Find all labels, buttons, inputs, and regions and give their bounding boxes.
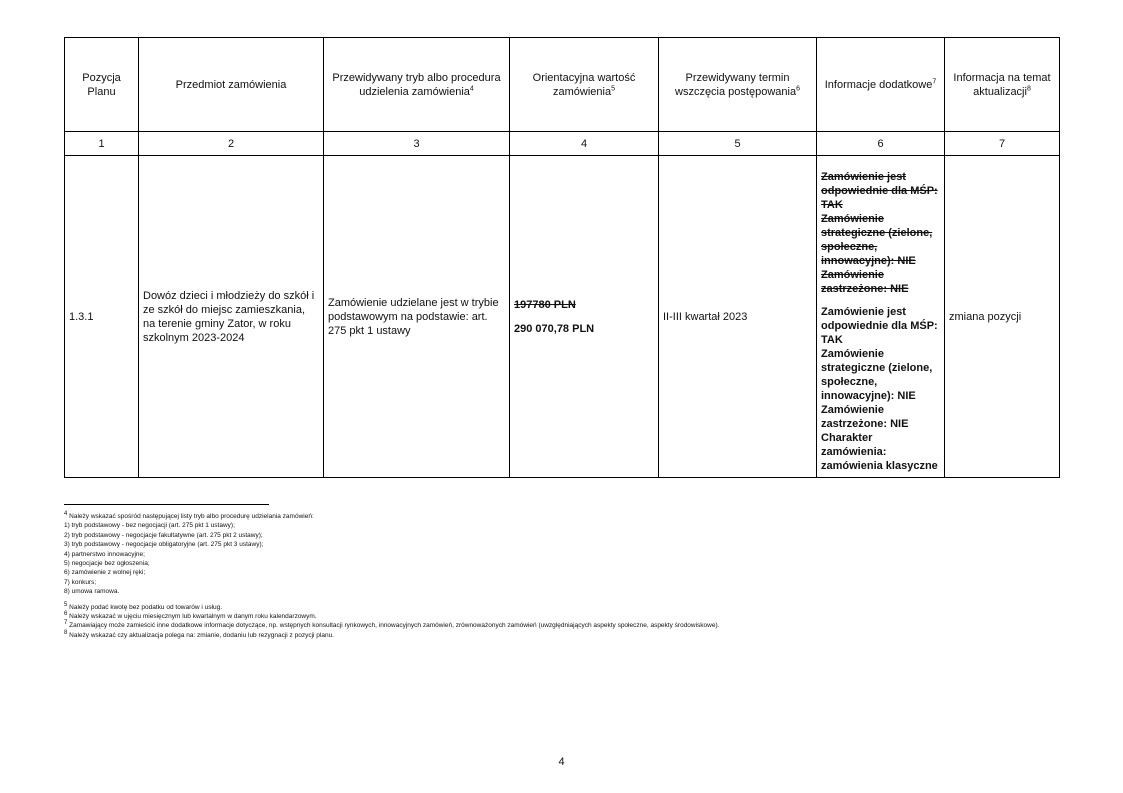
column-number: 7 bbox=[945, 132, 1060, 156]
info-new-line: Charakter zamówienia: zamówienia klasyczne bbox=[821, 432, 938, 472]
table-row bbox=[65, 156, 1060, 478]
info-new bbox=[821, 305, 940, 473]
list-item: 8) umowa ramowa. bbox=[64, 588, 120, 596]
list-item: 6) zamówienie z wolnej ręki; bbox=[64, 569, 146, 577]
header-additional-info: Informacje dodatkowe$^7$ bbox=[817, 38, 945, 132]
list-item: 5) negocjacje bez ogłoszenia; bbox=[64, 560, 150, 568]
column-number: 4 bbox=[510, 132, 659, 156]
footnote-separator bbox=[64, 504, 269, 505]
value-new: 290 070,78 PLN bbox=[514, 322, 595, 335]
info-new-line: Zamówienie zastrzeżone: NIE bbox=[821, 404, 909, 430]
table-header-row bbox=[65, 38, 1060, 132]
info-old-line: Zamówienie jest odpowiednie dla MŚP: TAK bbox=[821, 171, 938, 211]
cell-term: II-III kwartał 2023 bbox=[659, 156, 817, 478]
cell-subject: Dowóz dzieci i młodzieży do szkół i ze szkół do miejsc zamieszkania, na terenie gminy Zator, w roku szkolnym 2023-2024 bbox=[139, 156, 324, 478]
column-number-row bbox=[65, 132, 1060, 156]
header-position: Pozycja Planu bbox=[65, 38, 139, 132]
footnote-5: $^5$ Należy podać kwotę bez podatku od towarów i usług. bbox=[64, 601, 222, 611]
info-old-line: Zamówienie strategiczne (zielone, społeczne, innowacyjne): NIE bbox=[821, 213, 933, 267]
header-procedure: Przewidywany tryb albo procedura udzielenia zamówienia$^4$ bbox=[324, 38, 510, 132]
list-item: 7) konkurs; bbox=[64, 578, 97, 586]
cell-value bbox=[510, 156, 659, 478]
cell-position: 1.3.1 bbox=[65, 156, 139, 478]
footnote-8: $^8$ Należy wskazać czy aktualizacja polega na: zmianie, dodaniu lub rezygnacji z pozycji planu. bbox=[64, 629, 334, 639]
column-number: 1 bbox=[65, 132, 139, 156]
value-old-struck: 197780 PLN bbox=[514, 298, 576, 311]
footnotes bbox=[64, 504, 1064, 640]
footnote-7: $^7$ Zamawiający może zamieścić inne dodatkowe informacje dotyczące, np. wstępnych konsultacji rynkowych, innowacyjnych zamówień, zrównoważonych zamówień (uwzględniających aspekty społeczne, aspekty środowiskowe). bbox=[64, 620, 720, 630]
footnote-4-list bbox=[64, 521, 1064, 596]
list-item: 1) tryb podstawowy - bez negocjacji (art. 275 pkt 1 ustawy); bbox=[64, 522, 235, 530]
header-value: Orientacyjna wartość zamówienia$^5$ bbox=[510, 38, 659, 132]
column-number: 6 bbox=[817, 132, 945, 156]
footnote-6: $^6$ Należy wskazać w ujęciu miesięcznym lub kwartalnym w danym roku kalendarzowym. bbox=[64, 610, 317, 621]
cell-additional-info bbox=[817, 156, 945, 478]
column-number: 5 bbox=[659, 132, 817, 156]
procurement-plan-table bbox=[64, 37, 1060, 478]
header-subject: Przedmiot zamówienia bbox=[139, 38, 324, 132]
column-number: 2 bbox=[139, 132, 324, 156]
list-item: 4) partnerstwo innowacyjne; bbox=[64, 550, 145, 558]
info-new-line: Zamówienie jest odpowiednie dla MŚP: TAK bbox=[821, 306, 938, 346]
footnote-4: $^4$ Należy wskazać spośród następującej listy tryb albo procedurę udzielania zamówień: bbox=[64, 510, 314, 520]
info-old-line: Zamówienie zastrzeżone: NIE bbox=[821, 269, 909, 295]
info-old-struck bbox=[821, 170, 940, 296]
page-number: 4 bbox=[558, 756, 565, 768]
cell-procedure: Zamówienie udzielane jest w trybie podstawowym na podstawie: art. 275 pkt 1 ustawy bbox=[324, 156, 510, 478]
info-new-line: Zamówienie strategiczne (zielone, społeczne, innowacyjne): NIE bbox=[821, 348, 933, 402]
header-update-info: Informacja na temat aktualizacji$^8$ bbox=[945, 38, 1060, 132]
column-number: 3 bbox=[324, 132, 510, 156]
list-item: 2) tryb podstawowy - negocjacje fakultatywne (art. 275 pkt 2 ustawy); bbox=[64, 531, 263, 539]
cell-update: zmiana pozycji bbox=[945, 156, 1060, 478]
list-item: 3) tryb podstawowy - negocjacje obligatoryjne (art. 275 pkt 3 ustawy); bbox=[64, 541, 264, 549]
header-term: Przewidywany termin wszczęcia postępowania$^6$ bbox=[659, 38, 817, 132]
